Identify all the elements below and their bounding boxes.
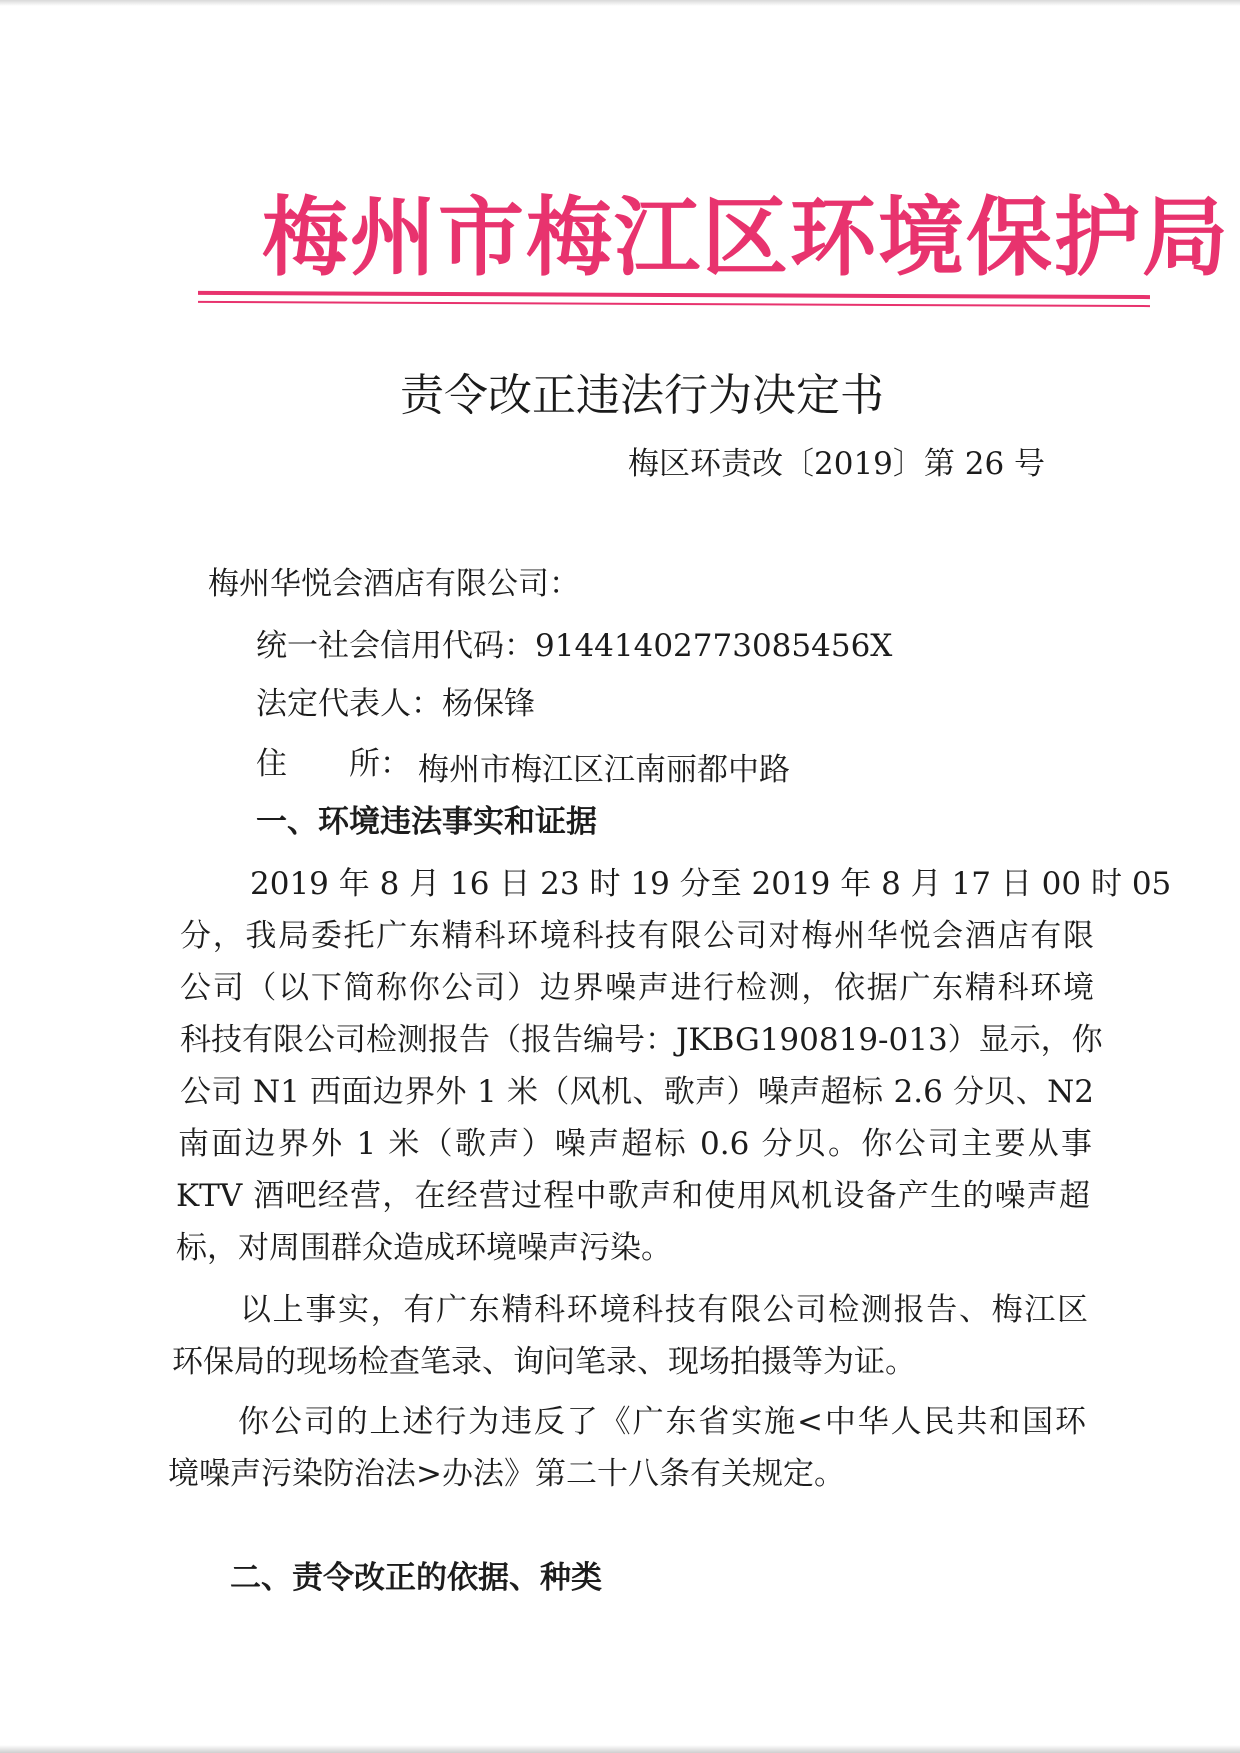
document-number: 梅区环责改〔2019〕第 26 号	[628, 446, 1046, 482]
recipient-name: 梅州华悦会酒店有限公司：	[208, 566, 580, 602]
section1-para1-line: 2019 年 8 月 16 日 23 时 19 分至 2019 年 8 月 17 日 00 时 05	[250, 866, 1172, 902]
section1-para1-line: 分，我局委托广东精科环境科技有限公司对梅州华悦会酒店有限	[180, 918, 1094, 954]
document-title: 责令改正违法行为决定书	[400, 370, 884, 421]
credit-code: 统一社会信用代码：91441402773085456X	[256, 628, 893, 664]
section1-para1-line: 科技有限公司检测报告（报告编号：JKBG190819-013）显示，你	[180, 1022, 1103, 1058]
header-divider-thin	[198, 301, 1150, 307]
section1-para3-line: 境噪声污染防治法>办法》第二十八条有关规定。	[168, 1456, 845, 1492]
section1-para1-line: 南面边界外 1 米（歌声）噪声超标 0.6 分贝。你公司主要从事	[178, 1126, 1092, 1162]
address-value: 梅州市梅江区江南丽都中路	[418, 752, 790, 788]
section1-para1-line: KTV 酒吧经营，在经营过程中歌声和使用风机设备产生的噪声超	[176, 1178, 1090, 1214]
section1-para1-line: 公司 N1 西面边界外 1 米（风机、歌声）噪声超标 2.6 分贝、N2	[180, 1074, 1094, 1110]
section1-para2-line: 以上事实，有广东精科环境科技有限公司检测报告、梅江区	[240, 1292, 1088, 1328]
section1-heading: 一、环境违法事实和证据	[256, 804, 597, 840]
scan-edge-top	[0, 0, 1240, 6]
section2-heading: 二、责令改正的依据、种类	[230, 1560, 602, 1596]
section1-para1-line: 标，对周围群众造成环境噪声污染。	[176, 1230, 672, 1266]
address-label: 住 所：	[256, 746, 411, 782]
section1-para1-line: 公司（以下简称你公司）边界噪声进行检测，依据广东精科环境	[180, 970, 1094, 1006]
agency-header: 梅州市梅江区环境保护局	[262, 188, 1230, 288]
legal-representative: 法定代表人：杨保锋	[256, 686, 535, 722]
scan-edge-bottom	[0, 1745, 1240, 1753]
section1-para2-line: 环保局的现场检查笔录、询问笔录、现场拍摄等为证。	[172, 1344, 916, 1380]
section1-para3-line: 你公司的上述行为违反了《广东省实施<中华人民共和国环	[238, 1404, 1086, 1440]
